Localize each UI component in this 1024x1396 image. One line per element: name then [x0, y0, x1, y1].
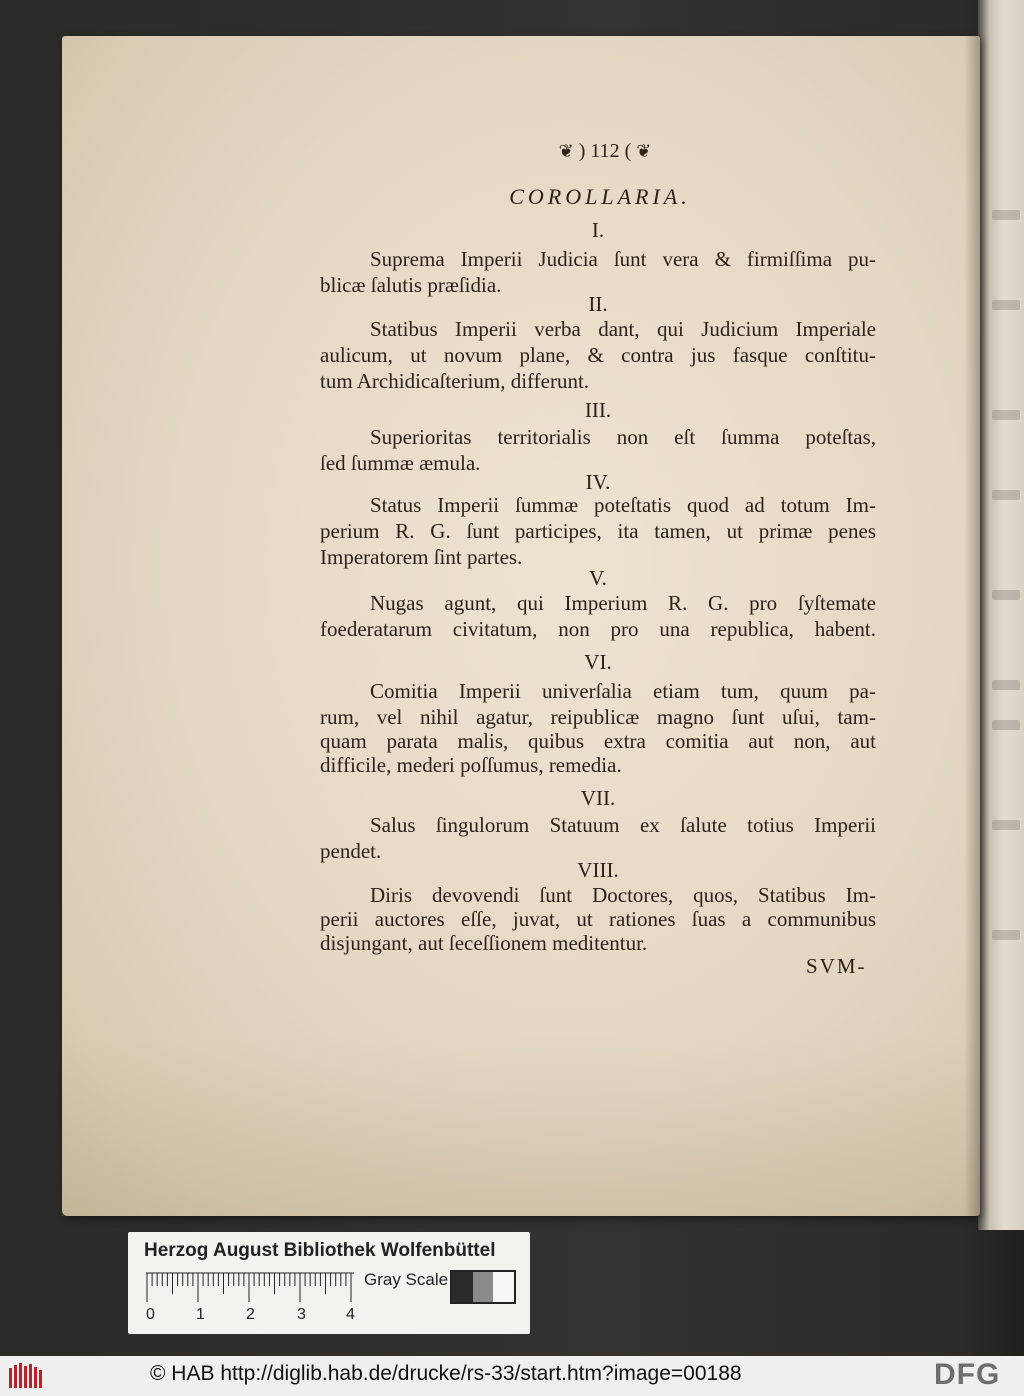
section-numeral: VIII.: [577, 858, 619, 882]
page-gutter-shadow: [964, 36, 980, 1216]
left-ornament-icon: ❦: [558, 141, 574, 162]
paragraph-line: difficile, mederi poſſumus, remedia.: [320, 753, 622, 777]
paragraph-line: rum, vel nihil agatur, reipublicæ magno ſunt uſui, tam-: [320, 705, 876, 729]
section-numeral: IV.: [585, 470, 611, 494]
gray-scale-label: Gray Scale: [364, 1270, 449, 1289]
paragraph-line: perium R. G. ſunt participes, ita tamen, ut primæ penes: [320, 519, 876, 543]
facing-page-edge: [978, 0, 1024, 1230]
ruler-number: 4: [346, 1306, 355, 1323]
paragraph-line: tum Archidicaſterium, differunt.: [320, 369, 590, 393]
section-numeral: II.: [588, 292, 608, 316]
section-numeral: VI.: [584, 650, 612, 674]
section-numeral: III.: [584, 398, 612, 422]
paragraph-line: Imperatorem ſint partes.: [320, 545, 523, 569]
hab-logo-icon: [8, 1362, 46, 1390]
paragraph-line: Salus ſingulorum Statuum ex ſalute totius Imperii: [370, 813, 876, 837]
ruler-number: 3: [297, 1306, 306, 1323]
ruler-scale: [146, 1272, 354, 1304]
paragraph-line: foederatarum civitatum, non pro una republica, habent.: [320, 617, 876, 641]
swatch-mid: [473, 1272, 494, 1302]
ruler-number: 0: [146, 1306, 155, 1323]
page-number: ❦ ) 112 ( ❦: [558, 140, 652, 162]
swatch-dark: [452, 1272, 473, 1302]
paragraph-line: Superioritas territorialis non eſt ſumma poteſtas,: [370, 425, 876, 449]
paragraph-line: Nugas agunt, qui Imperium R. G. pro ſyſtemate: [370, 591, 876, 615]
ruler-numbers: [146, 1306, 386, 1328]
right-ornament-icon: ❦: [636, 141, 652, 162]
section-numeral: I.: [591, 218, 605, 242]
paragraph-line: Comitia Imperii univerſalia etiam tum, quum pa-: [370, 679, 876, 703]
paragraph-line: Suprema Imperii Judicia ſunt vera & firmiſſima pu-: [370, 247, 876, 271]
paragraph-line: Statibus Imperii verba dant, qui Judicium Imperiale: [370, 317, 876, 341]
ruler-number: 2: [246, 1306, 255, 1323]
ruler-number: 1: [196, 1306, 205, 1323]
gray-scale-swatch: [450, 1270, 516, 1304]
paragraph-line: perii auctores eſſe, juvat, ut rationes ſuas a communibus: [320, 907, 876, 931]
paragraph-line: aulicum, ut novum plane, & contra jus fasque conſtitu-: [320, 343, 876, 367]
library-scale-card: [128, 1232, 530, 1334]
paragraph-line: quam parata malis, quibus extra comitia aut non, aut: [320, 729, 876, 753]
paragraph-line: Status Imperii ſummæ poteſtatis quod ad totum Im-: [370, 493, 876, 517]
page-heading: COROLLARIA.: [509, 184, 691, 209]
paragraph-line: disjungant, aut ſeceſſionem meditentur.: [320, 931, 648, 955]
paragraph-line: Diris devovendi ſunt Doctores, quos, Statibus Im-: [370, 883, 876, 907]
dfg-logo: DFG: [934, 1358, 1001, 1391]
paragraph-line: pendet.: [320, 839, 382, 863]
viewer-footer: [0, 1356, 1024, 1396]
swatch-light: [493, 1272, 514, 1302]
catchword: SVM-: [806, 954, 867, 978]
library-name: Herzog August Bibliothek Wolfenbüttel: [144, 1240, 496, 1261]
copyright-url[interactable]: © HAB http://diglib.hab.de/drucke/rs-33/start.htm?image=00188: [150, 1362, 742, 1385]
paragraph-line: blicæ ſalutis præſidia.: [320, 273, 502, 297]
section-numeral: V.: [589, 566, 607, 590]
section-numeral: VII.: [580, 786, 616, 810]
paragraph-line: ſed ſummæ æmula.: [320, 451, 481, 475]
